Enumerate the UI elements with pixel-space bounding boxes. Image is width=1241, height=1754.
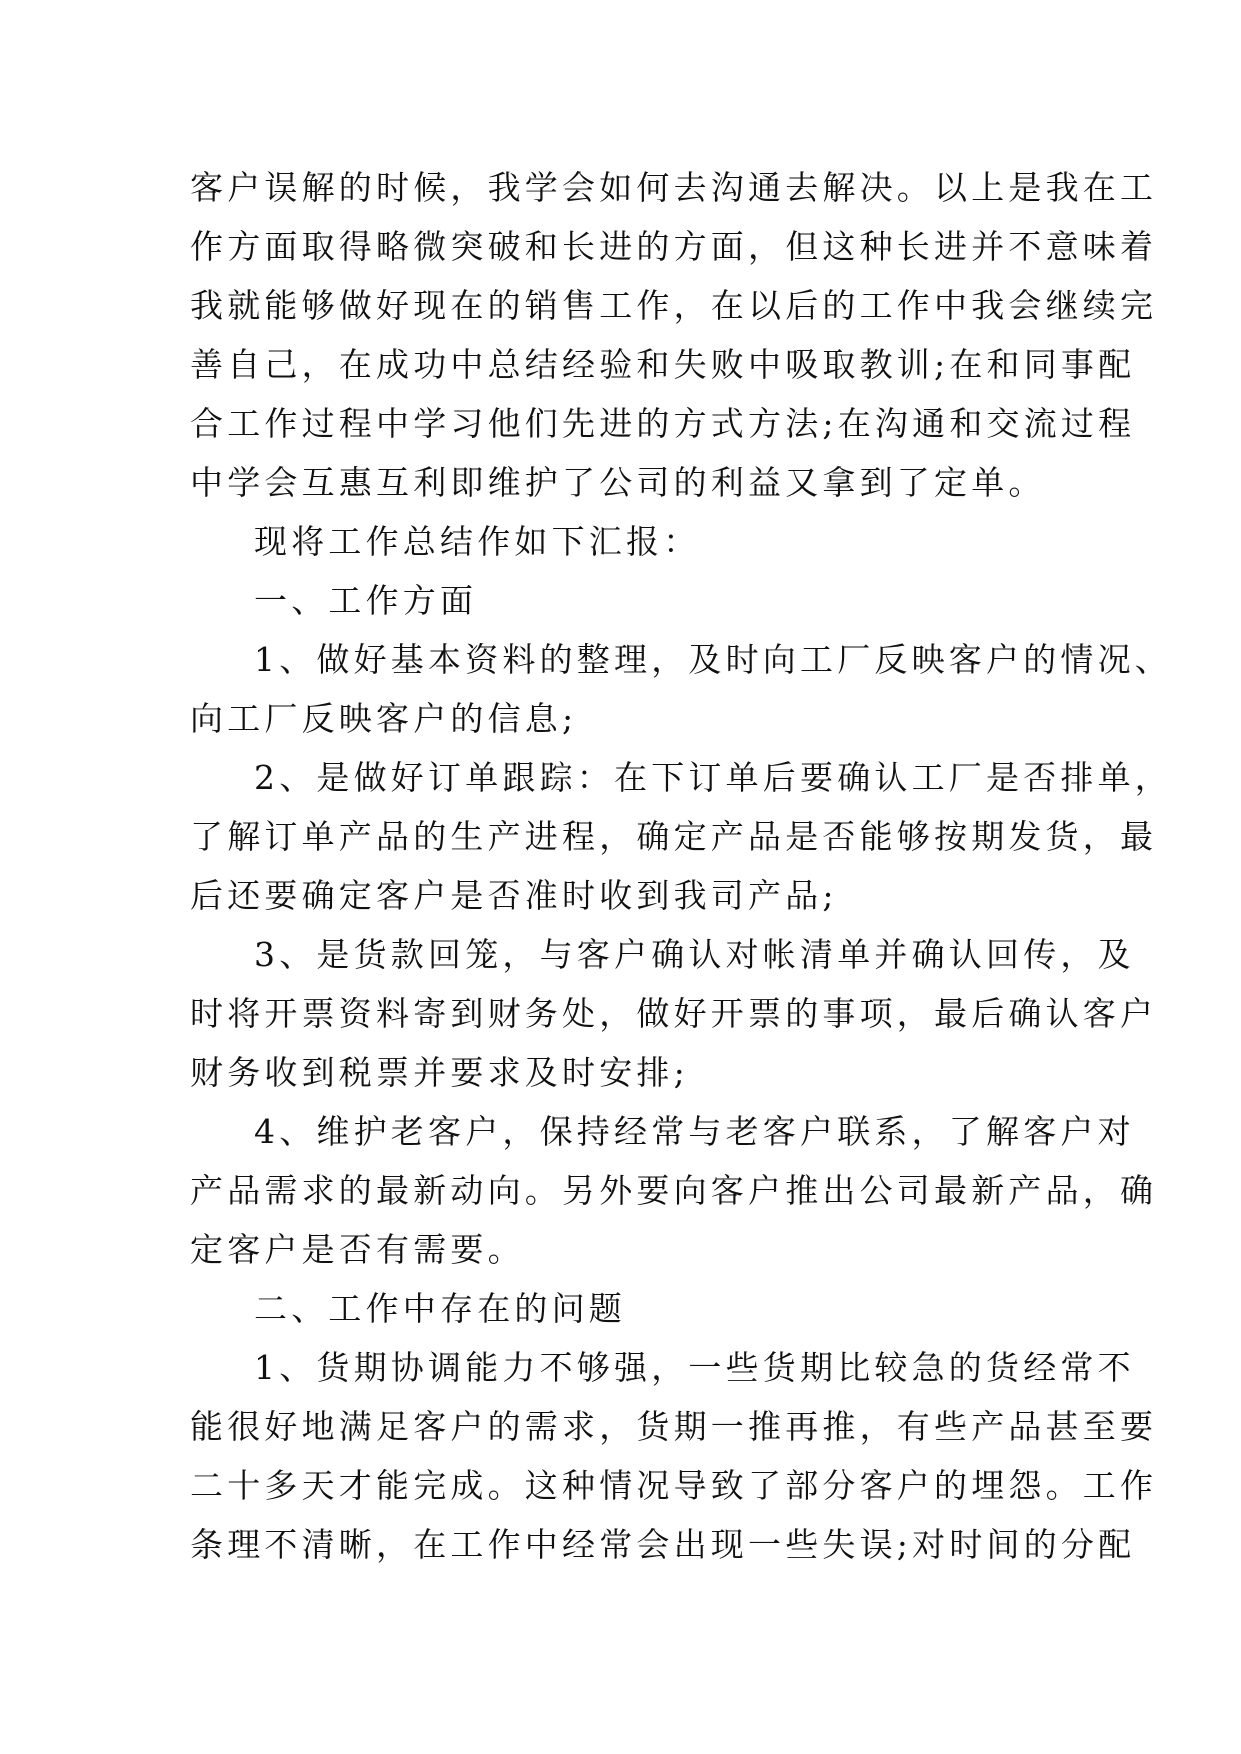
- section-heading-work: 一、工作方面: [254, 581, 478, 620]
- report-intro: 现将工作总结作如下汇报：: [254, 522, 701, 561]
- text-line: 向工厂反映客户的信息;: [190, 699, 578, 738]
- text-line: 作方面取得略微突破和长进的方面，但这种长进并不意味着: [190, 227, 1158, 266]
- text-line: 条理不清晰，在工作中经常会出现一些失误;对时间的分配: [190, 1525, 1136, 1564]
- text-line: 后还要确定客户是否准时收到我司产品;: [190, 876, 838, 915]
- document-body: [190, 158, 1172, 1574]
- text-line: 4、维护老客户，保持经常与老客户联系，了解客户对: [254, 1112, 1135, 1151]
- text-line: 二十多天才能完成。这种情况导致了部分客户的埋怨。工作: [190, 1466, 1158, 1505]
- text-line: 了解订单产品的生产进程，确定产品是否能够按期发货，最: [190, 817, 1158, 856]
- section-heading-problems: 二、工作中存在的问题: [254, 1289, 626, 1328]
- text-line: 财务收到税票并要求及时安排;: [190, 1053, 689, 1092]
- text-line: 1、做好基本资料的整理，及时向工厂反映客户的情况、: [254, 640, 1172, 679]
- text-line: 定客户是否有需要。: [190, 1230, 525, 1269]
- text-line: 时将开票资料寄到财务处，做好开票的事项，最后确认客户: [190, 994, 1158, 1033]
- text-line: 能很好地满足客户的需求，货期一推再推，有些产品甚至要: [190, 1407, 1158, 1446]
- text-line: 我就能够做好现在的销售工作，在以后的工作中我会继续完: [190, 286, 1158, 325]
- text-line: 客户误解的时候，我学会如何去沟通去解决。以上是我在工: [190, 168, 1158, 207]
- text-line: 1、货期协调能力不够强，一些货期比较急的货经常不: [254, 1348, 1135, 1387]
- text-line: 中学会互惠互利即维护了公司的利益又拿到了定单。: [190, 463, 1046, 502]
- text-line: 2、是做好订单跟踪：在下订单后要确认工厂是否排单，: [254, 758, 1172, 797]
- text-line: 善自己，在成功中总结经验和失败中吸取教训;在和同事配: [190, 345, 1136, 384]
- text-line: 产品需求的最新动向。另外要向客户推出公司最新产品，确: [190, 1171, 1158, 1210]
- text-line: 合工作过程中学习他们先进的方式方法;在沟通和交流过程: [190, 404, 1136, 443]
- text-line: 3、是货款回笼，与客户确认对帐清单并确认回传，及: [254, 935, 1135, 974]
